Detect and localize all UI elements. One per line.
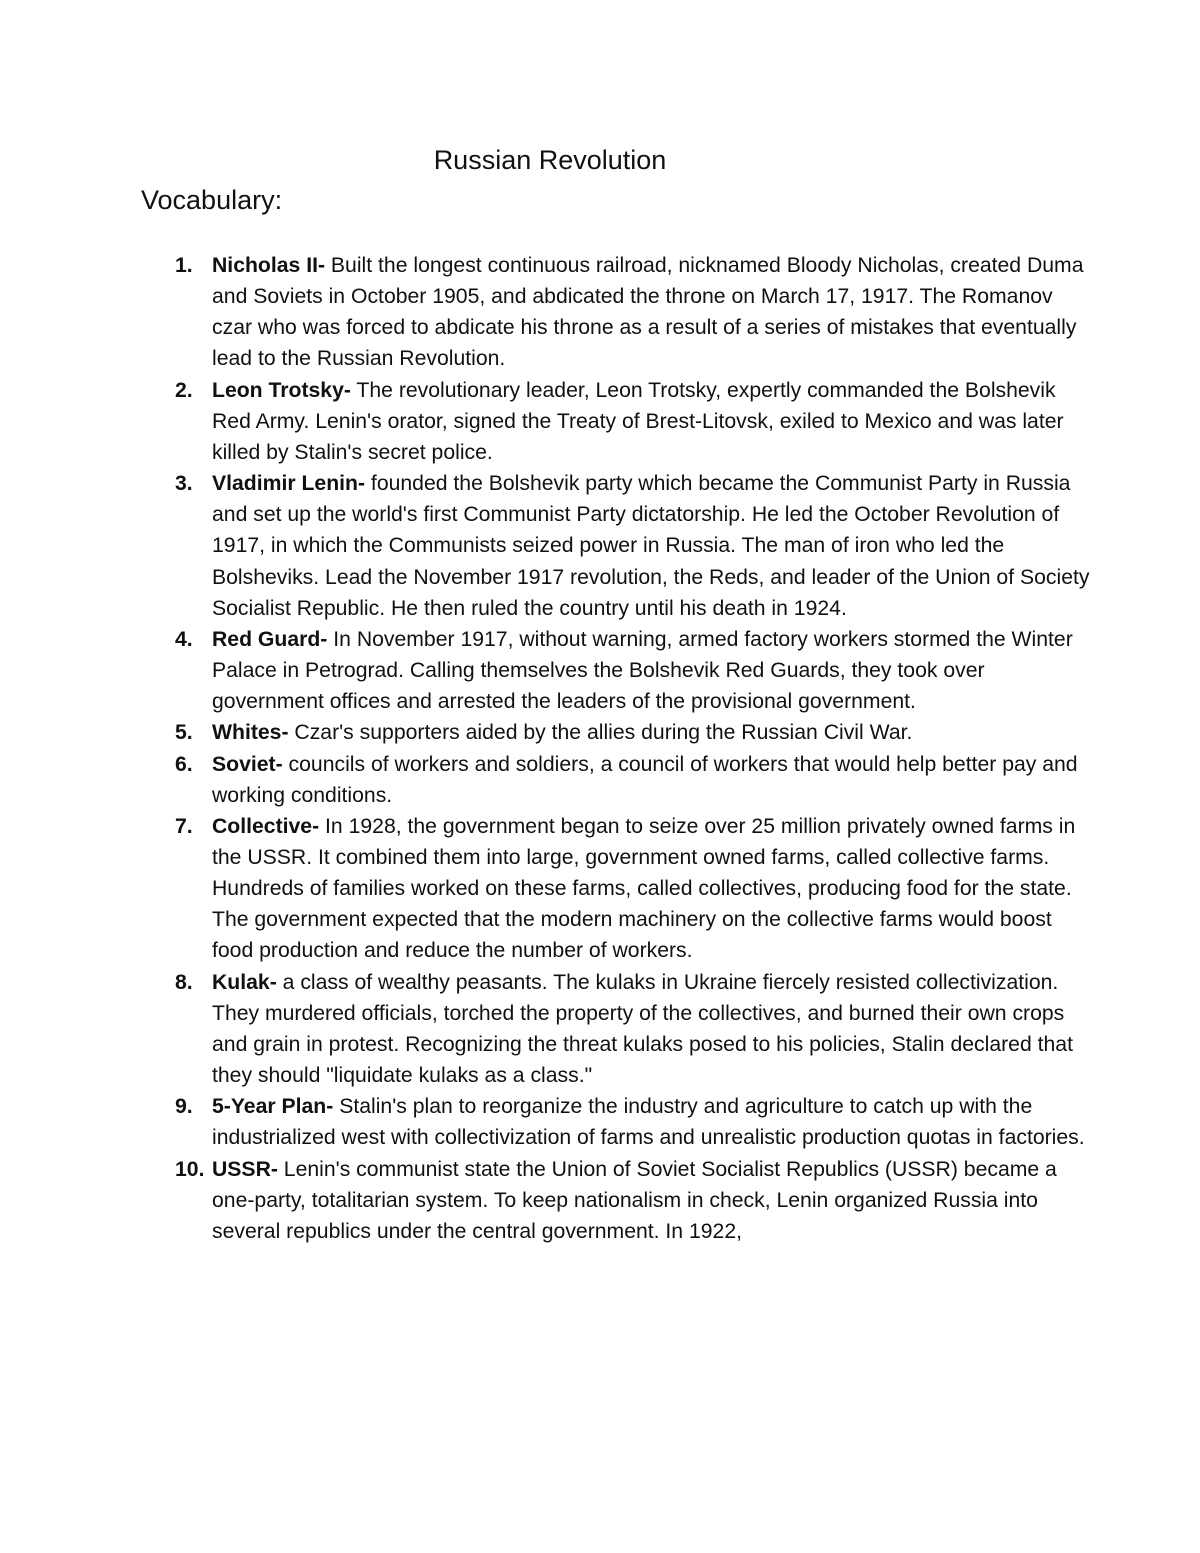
item-term: Whites- <box>212 721 289 745</box>
vocab-item-9 <box>0 1091 1090 1153</box>
item-term: Soviet- <box>212 752 283 776</box>
item-definition: Lenin's communist state the Union of Soviet Socialist Republics (USSR) became a one-party, totalitarian system. To keep nationalism in check, Lenin organized Russia into several republics under the central government. In 1922, <box>212 1157 1057 1243</box>
vocab-item-2 <box>0 375 1090 468</box>
vocab-item-7 <box>0 811 1090 967</box>
item-definition: The revolutionary leader, Leon Trotsky, expertly commanded the Bolshevik Red Army. Lenin's orator, signed the Treaty of Brest-Litovsk, exiled to Mexico and was later killed by Stalin's secret police. <box>212 378 1064 464</box>
item-definition: councils of workers and soldiers, a council of workers that would help better pay and working conditions. <box>212 752 1078 807</box>
section-heading: Vocabulary: <box>141 185 283 215</box>
document-title: Russian Revolution <box>433 145 667 175</box>
vocab-item-1 <box>0 250 1090 375</box>
item-term: Vladimir Lenin- <box>212 472 366 496</box>
item-number: 1. <box>175 254 193 277</box>
item-definition: In November 1917, without warning, armed factory workers stormed the Winter Palace in Petrograd. Calling themselves the Bolshevik Red Guards, they took over government offices and arrested the leaders of the provisional government. <box>212 627 1073 714</box>
vocabulary-list <box>0 250 1090 1247</box>
item-definition: In 1928, the government began to seize over 25 million privately owned farms in the USSR. It combined them into large, government owned farms, called collective farms. Hundreds of families worked on these farms, called collectives, producing food for the state. The government expected that the modern machinery on the collective farms would boost food production and reduce the number of workers. <box>212 814 1076 963</box>
item-definition: a class of wealthy peasants. The kulaks in Ukraine fiercely resisted collectivization. They murdered officials, torched the property of the collectives, and burned their own crops and grain in protest. Recognizing the threat kulaks posed to his policies, Stalin declared that they should "liquidate kulaks as a class." <box>212 970 1073 1088</box>
item-definition: Czar's supporters aided by the allies during the Russian Civil War. <box>288 721 913 745</box>
vocab-item-5 <box>0 717 1090 748</box>
item-term: Nicholas II- <box>212 254 326 277</box>
item-number: 8. <box>175 970 193 994</box>
item-term: Kulak- <box>212 970 277 994</box>
vocab-item-3 <box>0 468 1090 624</box>
item-term: Leon Trotsky- <box>212 378 351 402</box>
item-term: Red Guard- <box>212 627 328 651</box>
item-term: 5-Year Plan- <box>212 1095 334 1119</box>
item-term: Collective- <box>212 814 320 838</box>
item-number: 5. <box>175 721 193 745</box>
item-number: 9. <box>175 1095 193 1119</box>
item-definition: founded the Bolshevik party which became the Communist Party in Russia and set up the world's first Communist Party dictatorship. He led the October Revolution of 1917, in which the Communists seized power in Russia. The man of iron who led the Bolsheviks. Lead the November 1917 revolution, the Reds, and leader of the Union of Society Socialist Republic. He then ruled the country until his death in 1924. <box>212 472 1090 620</box>
vocab-item-10 <box>0 1154 1090 1247</box>
item-definition: Stalin's plan to reorganize the industry and agriculture to catch up with the industrialized west with collectivization of farms and unrealistic production quotas in factories. <box>212 1095 1085 1150</box>
vocab-item-8 <box>0 967 1090 1092</box>
item-definition: Built the longest continuous railroad, nicknamed Bloody Nicholas, created Duma and Soviets in October 1905, and abdicated the throne on March 17, 1917. The Romanov czar who was forced to abdicate his throne as a result of a series of mistakes that eventually lead to the Russian Revolution. <box>212 254 1084 371</box>
item-number: 2. <box>175 378 193 402</box>
item-number: 7. <box>175 814 193 838</box>
item-number: 3. <box>175 472 193 496</box>
item-number: 10. <box>175 1157 205 1181</box>
item-number: 4. <box>175 627 193 651</box>
item-term: USSR- <box>212 1157 278 1181</box>
vocab-item-4 <box>0 624 1090 717</box>
vocab-item-6 <box>0 749 1090 811</box>
item-number: 6. <box>175 752 193 776</box>
